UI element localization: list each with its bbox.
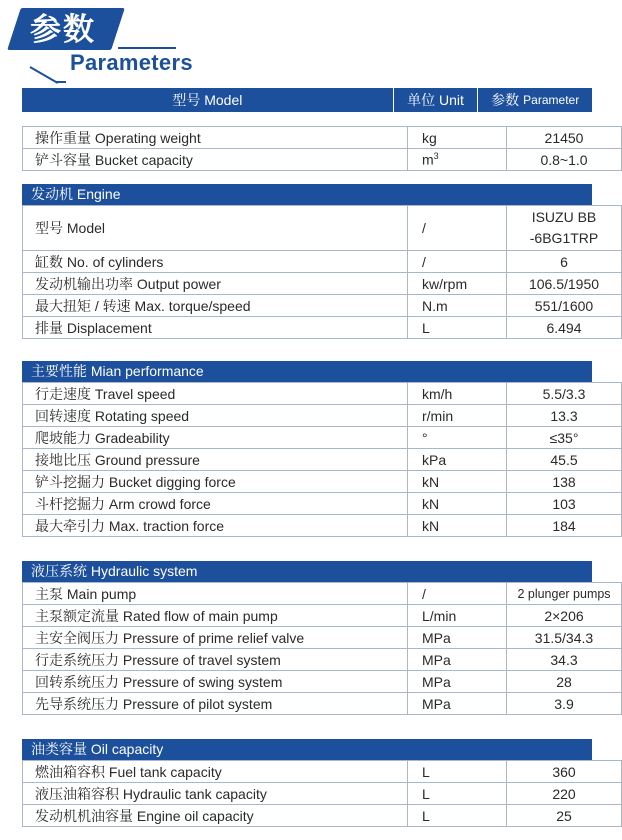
- general-table: [22, 126, 622, 171]
- row-label: 先导系统压力 Pressure of pilot system: [23, 693, 408, 715]
- column-header-model: 型号 Model: [172, 92, 243, 108]
- page-title-chinese: 参数: [30, 12, 96, 47]
- row-unit: L: [408, 783, 507, 805]
- table-row: [23, 273, 622, 295]
- row-label: 排量 Displacement: [23, 317, 408, 339]
- row-value: 360: [507, 761, 622, 783]
- row-unit: L: [408, 317, 507, 339]
- row-label: 主安全阀压力 Pressure of prime relief valve: [23, 627, 408, 649]
- row-value: ≤35°: [507, 427, 622, 449]
- row-unit: °: [408, 427, 507, 449]
- engine-section: [22, 184, 600, 339]
- row-label: 铲斗容量 Bucket capacity: [23, 149, 408, 171]
- row-unit: kw/rpm: [408, 273, 507, 295]
- row-unit: N.m: [408, 295, 507, 317]
- row-label: 铲斗挖掘力 Bucket digging force: [23, 471, 408, 493]
- row-unit: MPa: [408, 671, 507, 693]
- column-header-bar: [22, 88, 592, 112]
- row-unit: L/min: [408, 605, 507, 627]
- row-value: 25: [507, 805, 622, 827]
- section-title: 油类容量 Oil capacity: [22, 739, 592, 760]
- row-unit: [408, 149, 507, 171]
- row-unit: kN: [408, 493, 507, 515]
- decorative-line: [118, 47, 176, 49]
- table-row: [23, 127, 622, 149]
- row-value-line: ISUZU BB: [531, 209, 597, 225]
- performance-section: [22, 361, 592, 537]
- section-title: 发动机 Engine: [22, 184, 592, 205]
- row-value: 220: [507, 783, 622, 805]
- row-value: 103: [507, 493, 622, 515]
- row-unit: MPa: [408, 627, 507, 649]
- oil-table: [22, 760, 622, 827]
- row-value: 184: [507, 515, 622, 537]
- table-row: [23, 251, 622, 273]
- table-row: [23, 649, 622, 671]
- column-header-parameter: [477, 88, 592, 112]
- row-label: 接地比压 Ground pressure: [23, 449, 408, 471]
- table-row: [23, 206, 622, 251]
- section-title: 主要性能 Mian performance: [22, 361, 592, 382]
- row-label: 回转速度 Rotating speed: [23, 405, 408, 427]
- row-value: 31.5/34.3: [507, 627, 622, 649]
- row-label: 最大牵引力 Max. traction force: [23, 515, 408, 537]
- table-row: [23, 761, 622, 783]
- page-title-english: Parameters: [70, 50, 193, 75]
- decorative-line: [56, 81, 66, 83]
- row-label: 行走速度 Travel speed: [23, 383, 408, 405]
- row-value: 3.9: [507, 693, 622, 715]
- table-row: [23, 317, 622, 339]
- table-row: [23, 405, 622, 427]
- row-unit: kPa: [408, 449, 507, 471]
- row-value: 551/1600: [507, 295, 622, 317]
- row-unit: kg: [408, 127, 507, 149]
- row-value: 2 plunger pumps: [507, 583, 622, 605]
- row-label: 缸数 No. of cylinders: [23, 251, 408, 273]
- table-row: [23, 783, 622, 805]
- decorative-line: [30, 66, 59, 84]
- column-header-parameter-cn: 参数: [491, 92, 520, 108]
- row-value: 2×206: [507, 605, 622, 627]
- row-value: 45.5: [507, 449, 622, 471]
- unit-base: m: [422, 151, 434, 168]
- row-unit: /: [408, 251, 507, 273]
- row-value: 138: [507, 471, 622, 493]
- row-label: 发动机输出功率 Output power: [23, 273, 408, 295]
- row-value-line: -6BG1TRP: [529, 230, 599, 246]
- table-row: [23, 449, 622, 471]
- general-section: [22, 126, 592, 171]
- row-value: 106.5/1950: [507, 273, 622, 295]
- engine-table: [22, 205, 622, 339]
- row-label: 主泵额定流量 Rated flow of main pump: [23, 605, 408, 627]
- row-unit: MPa: [408, 693, 507, 715]
- row-label: 操作重量 Operating weight: [23, 127, 408, 149]
- table-row: [23, 383, 622, 405]
- row-value: 28: [507, 671, 622, 693]
- row-label: 爬坡能力 Gradeability: [23, 427, 408, 449]
- row-value: 6.494: [507, 317, 622, 339]
- table-row: [23, 295, 622, 317]
- hydraulic-section: [22, 561, 611, 715]
- row-label: 主泵 Main pump: [23, 583, 408, 605]
- row-label: 燃油箱容积 Fuel tank capacity: [23, 761, 408, 783]
- row-label: 斗杆挖掘力 Arm crowd force: [23, 493, 408, 515]
- row-unit: L: [408, 761, 507, 783]
- hydraulic-table: [22, 582, 622, 715]
- row-unit: MPa: [408, 649, 507, 671]
- row-unit: L: [408, 805, 507, 827]
- oil-section: [22, 739, 592, 827]
- row-label: 发动机机油容量 Engine oil capacity: [23, 805, 408, 827]
- row-unit: kN: [408, 515, 507, 537]
- table-row: [23, 627, 622, 649]
- row-value: 34.3: [507, 649, 622, 671]
- row-value: 0.8~1.0: [507, 149, 622, 171]
- column-header-parameter-en: Parameter: [523, 93, 580, 107]
- row-label: 最大扭矩 / 转速 Max. torque/speed: [23, 295, 408, 317]
- row-unit: /: [408, 583, 507, 605]
- table-row: [23, 671, 622, 693]
- table-row: [23, 471, 622, 493]
- row-value: [507, 206, 622, 251]
- table-row: [23, 515, 622, 537]
- table-row: [23, 149, 622, 171]
- table-row: [23, 427, 622, 449]
- unit-superscript: 3: [433, 151, 439, 162]
- row-unit: kN: [408, 471, 507, 493]
- row-label: 型号 Model: [23, 206, 408, 251]
- section-title: 液压系统 Hydraulic system: [22, 561, 592, 582]
- table-row: [23, 805, 622, 827]
- row-label: 回转系统压力 Pressure of swing system: [23, 671, 408, 693]
- page-header: [0, 0, 600, 90]
- column-header-unit: 单位 Unit: [393, 88, 478, 112]
- table-row: [23, 583, 622, 605]
- row-unit: /: [408, 206, 507, 251]
- row-label: 行走系统压力 Pressure of travel system: [23, 649, 408, 671]
- row-unit: km/h: [408, 383, 507, 405]
- table-row: [23, 605, 622, 627]
- row-value: 21450: [507, 127, 622, 149]
- row-value: 13.3: [507, 405, 622, 427]
- row-label: 液压油箱容积 Hydraulic tank capacity: [23, 783, 408, 805]
- row-value: 6: [507, 251, 622, 273]
- row-value: 5.5/3.3: [507, 383, 622, 405]
- table-row: [23, 693, 622, 715]
- table-row: [23, 493, 622, 515]
- performance-table: [22, 382, 622, 537]
- row-unit: r/min: [408, 405, 507, 427]
